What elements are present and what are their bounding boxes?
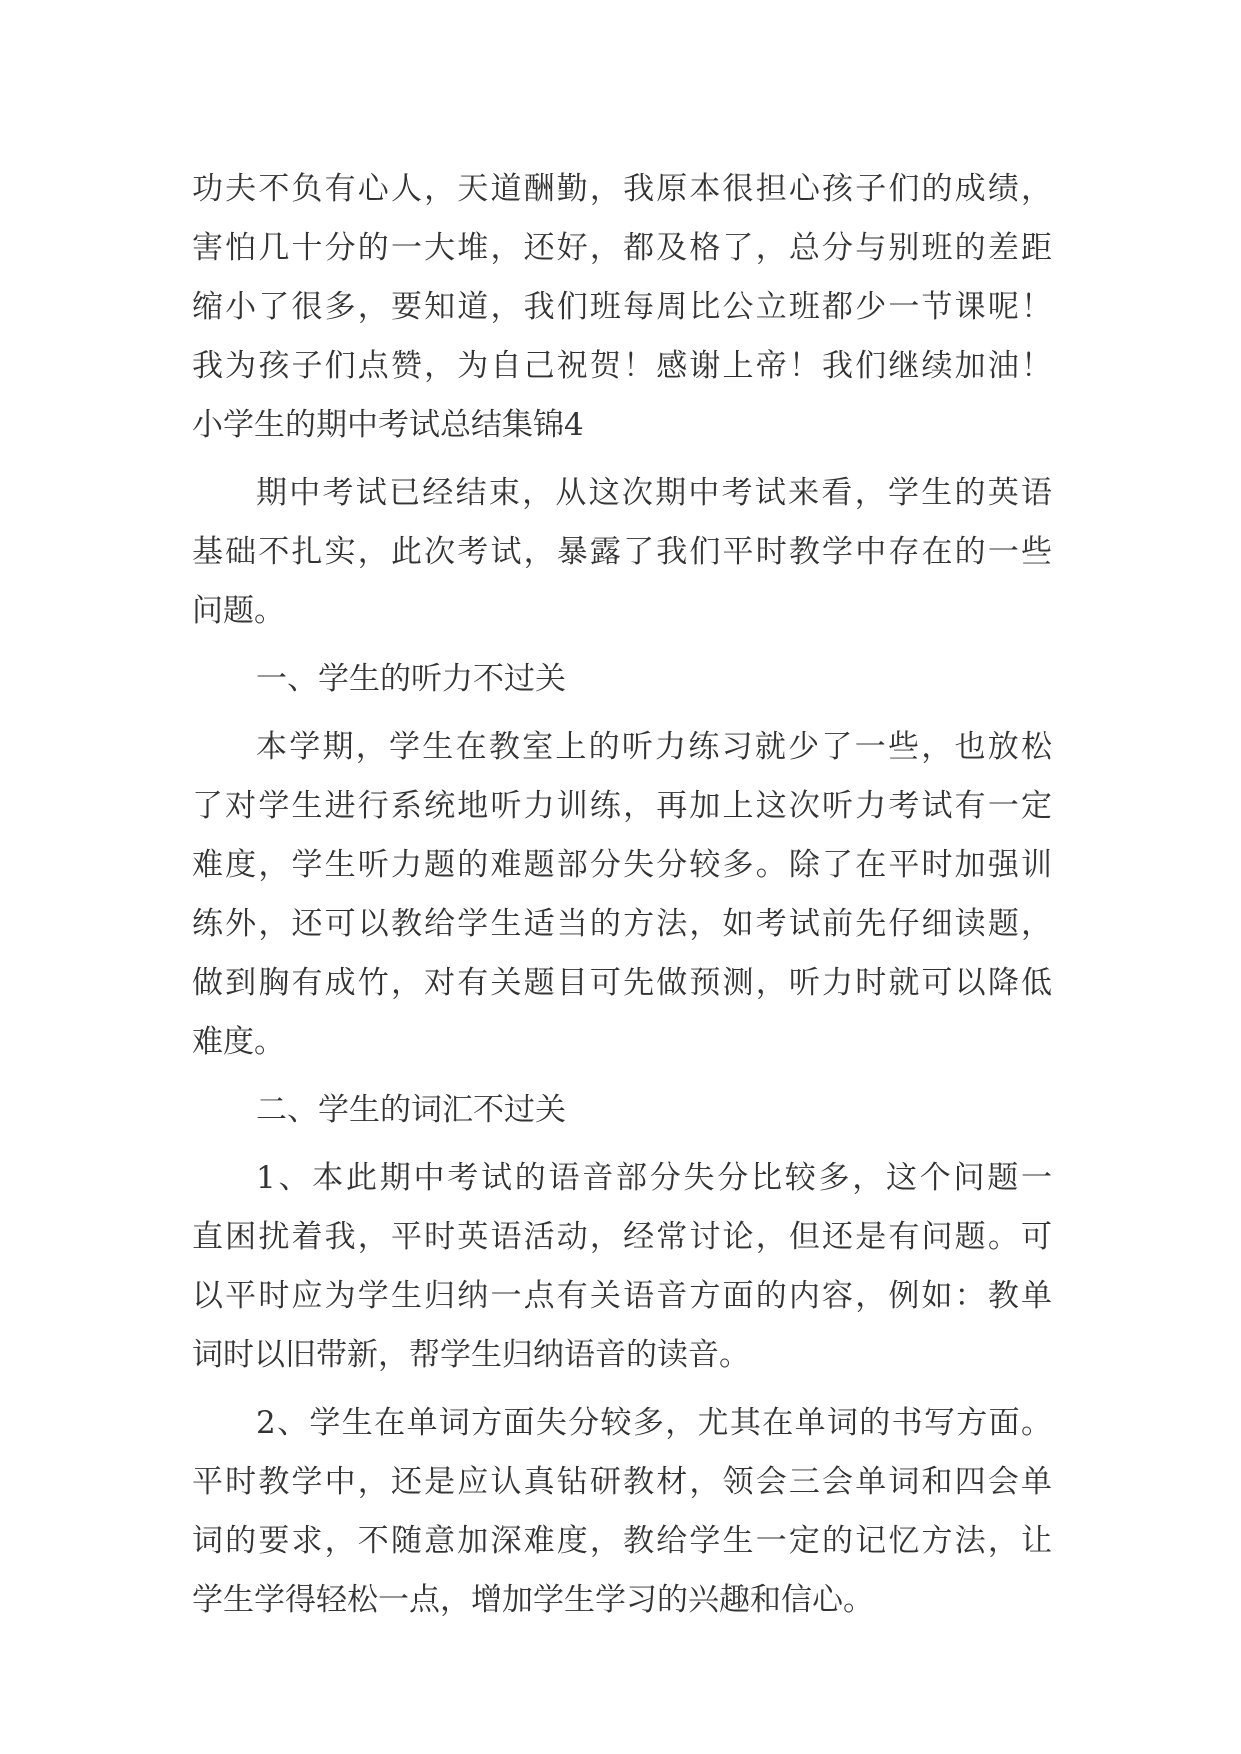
text-line: 基础不扎实，此次考试，暴露了我们平时教学中存在的一些	[192, 534, 1052, 570]
text-line: 难度。	[192, 1024, 285, 1060]
text-line: 本学期，学生在教室上的听力练习就少了一些，也放松	[256, 729, 1052, 765]
text-line: 难度，学生听力题的难题部分失分较多。除了在平时加强训	[192, 847, 1052, 883]
subheading: 二、学生的词汇不过关	[256, 1092, 566, 1128]
text-line: 以平时应为学生归纳一点有关语音方面的内容，例如：教单	[192, 1278, 1052, 1314]
text-line: 缩小了很多，要知道，我们班每周比公立班都少一节课呢！	[192, 289, 1052, 325]
text-line: 学生学得轻松一点，增加学生学习的兴趣和信心。	[192, 1582, 874, 1618]
text-line: 词的要求，不随意加深难度，教给学生一定的记忆方法，让	[192, 1523, 1052, 1559]
text-line: 1、本此期中考试的语音部分失分比较多，这个问题一	[256, 1160, 1052, 1196]
text-line: 害怕几十分的一大堆，还好，都及格了，总分与别班的差距	[192, 230, 1052, 266]
document-body	[192, 160, 1052, 1630]
text-line: 了对学生进行系统地听力训练，再加上这次听力考试有一定	[192, 788, 1052, 824]
text-line: 期中考试已经结束，从这次期中考试来看，学生的英语	[256, 475, 1052, 511]
text-line: 练外，还可以教给学生适当的方法，如考试前先仔细读题，	[192, 906, 1052, 942]
text-line: 词时以旧带新，帮学生归纳语音的读音。	[192, 1337, 750, 1373]
text-line: 直困扰着我，平时英语活动，经常讨论，但还是有问题。可	[192, 1219, 1052, 1255]
text-line: 我为孩子们点赞，为自己祝贺！感谢上帝！我们继续加油！	[192, 348, 1052, 384]
section-heading: 小学生的期中考试总结集锦4	[192, 407, 584, 443]
text-line: 做到胸有成竹，对有关题目可先做预测，听力时就可以降低	[192, 965, 1052, 1001]
text-line: 问题。	[192, 593, 285, 629]
text-line: 平时教学中，还是应认真钻研教材，领会三会单词和四会单	[192, 1464, 1052, 1500]
subheading: 一、学生的听力不过关	[256, 661, 566, 697]
text-line: 功夫不负有心人，天道酬勤，我原本很担心孩子们的成绩，	[192, 171, 1052, 207]
text-line: 2、学生在单词方面失分较多，尤其在单词的书写方面。	[256, 1405, 1052, 1441]
